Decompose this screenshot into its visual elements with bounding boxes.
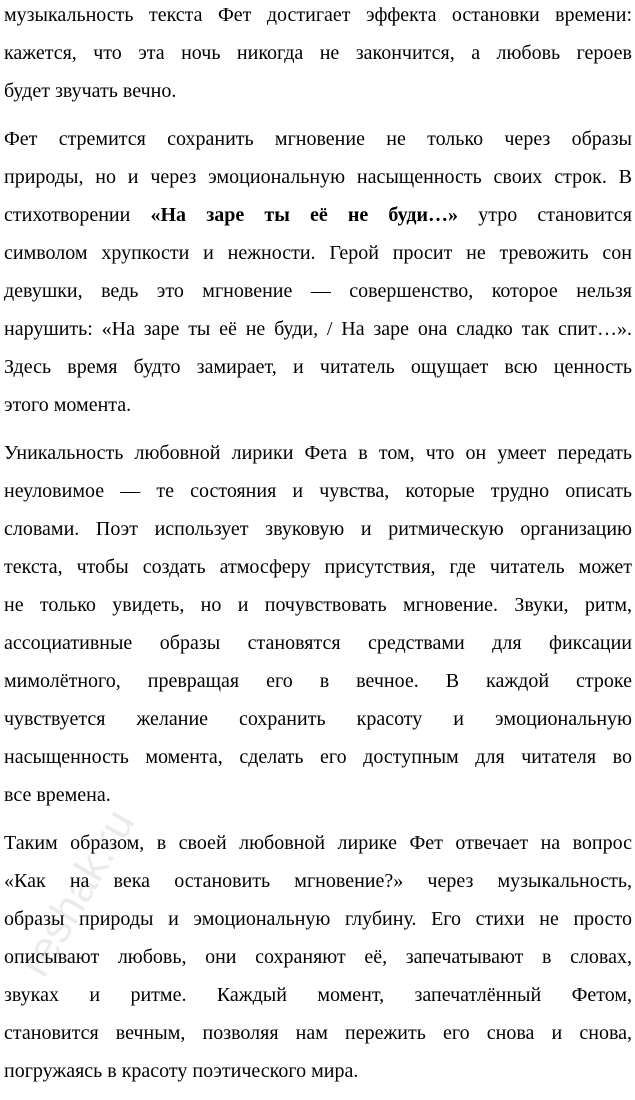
text-line: будет звучать вечно.: [4, 80, 177, 102]
text-line: кажется, что эта ночь никогда не закончится, а любовь героев: [4, 42, 632, 64]
text-line: звуках и ритме. Каждый момент, запечатлённый Фетом,: [4, 984, 632, 1006]
text-line: словами. Поэт использует звуковую и ритмическую организацию: [4, 518, 632, 540]
text-segment: стихотворении: [4, 204, 151, 226]
text-line: все времена.: [4, 784, 111, 806]
text-line: текста, чтобы создать атмосферу присутствия, где читатель может: [4, 556, 632, 578]
text-line: природы, но и через эмоциональную насыщенность своих строк. В: [4, 166, 632, 188]
text-line: «Как на века остановить мгновение?» через музыкальность,: [4, 870, 632, 892]
text-line: становится вечным, позволяя нам пережить его снова и снова,: [4, 1022, 632, 1044]
watermark: reshak.ru: [10, 801, 145, 985]
text-line: погружаясь в красоту поэтического мира.: [4, 1060, 359, 1082]
document-body: [4, 0, 632, 1100]
text-line: насыщенность момента, сделать его доступным для читателя во: [4, 746, 632, 768]
text-line: неуловимое — те состояния и чувства, которые трудно описать: [4, 480, 632, 502]
paragraph: [4, 434, 632, 814]
text-line: этого момента.: [4, 394, 132, 416]
text-line: девушки, ведь это мгновение — совершенство, которое нельзя: [4, 280, 632, 302]
poem-title: «На заре ты её не буди…»: [150, 204, 459, 226]
text-line: описывают любовь, они сохраняют её, запечатывают в словах,: [4, 946, 632, 968]
text-line: образы природы и эмоциональную глубину. Его стихи не просто: [4, 908, 632, 930]
text-line: мимолётного, превращая его в вечное. В каждой строке: [4, 670, 632, 692]
text-line: символом хрупкости и нежности. Герой просит не тревожить сон: [4, 242, 632, 264]
text-line: Фет стремится сохранить мгновение не только через образы: [4, 128, 632, 150]
text-line: ассоциативные образы становятся средствами для фиксации: [4, 632, 632, 654]
text-line: Таким образом, в своей любовной лирике Фет отвечает на вопрос: [4, 832, 632, 854]
text-line: нарушить: «На заре ты её не буди, / На заре она сладко так спит…».: [4, 318, 632, 340]
text-line: не только увидеть, но и почувствовать мгновение. Звуки, ритм,: [4, 594, 632, 616]
text-segment: утро становится: [458, 204, 632, 226]
paragraph: [4, 0, 632, 110]
text-line: музыкальность текста Фет достигает эффекта остановки времени:: [4, 4, 632, 26]
paragraph: [4, 120, 632, 424]
text-line: Здесь время будто замирает, и читатель ощущает всю ценность: [4, 356, 632, 378]
text-line: чувствуется желание сохранить красоту и эмоциональную: [4, 708, 632, 730]
paragraph: [4, 824, 632, 1090]
text-line: [4, 196, 632, 234]
text-line: Уникальность любовной лирики Фета в том, что он умеет передать: [4, 442, 632, 464]
